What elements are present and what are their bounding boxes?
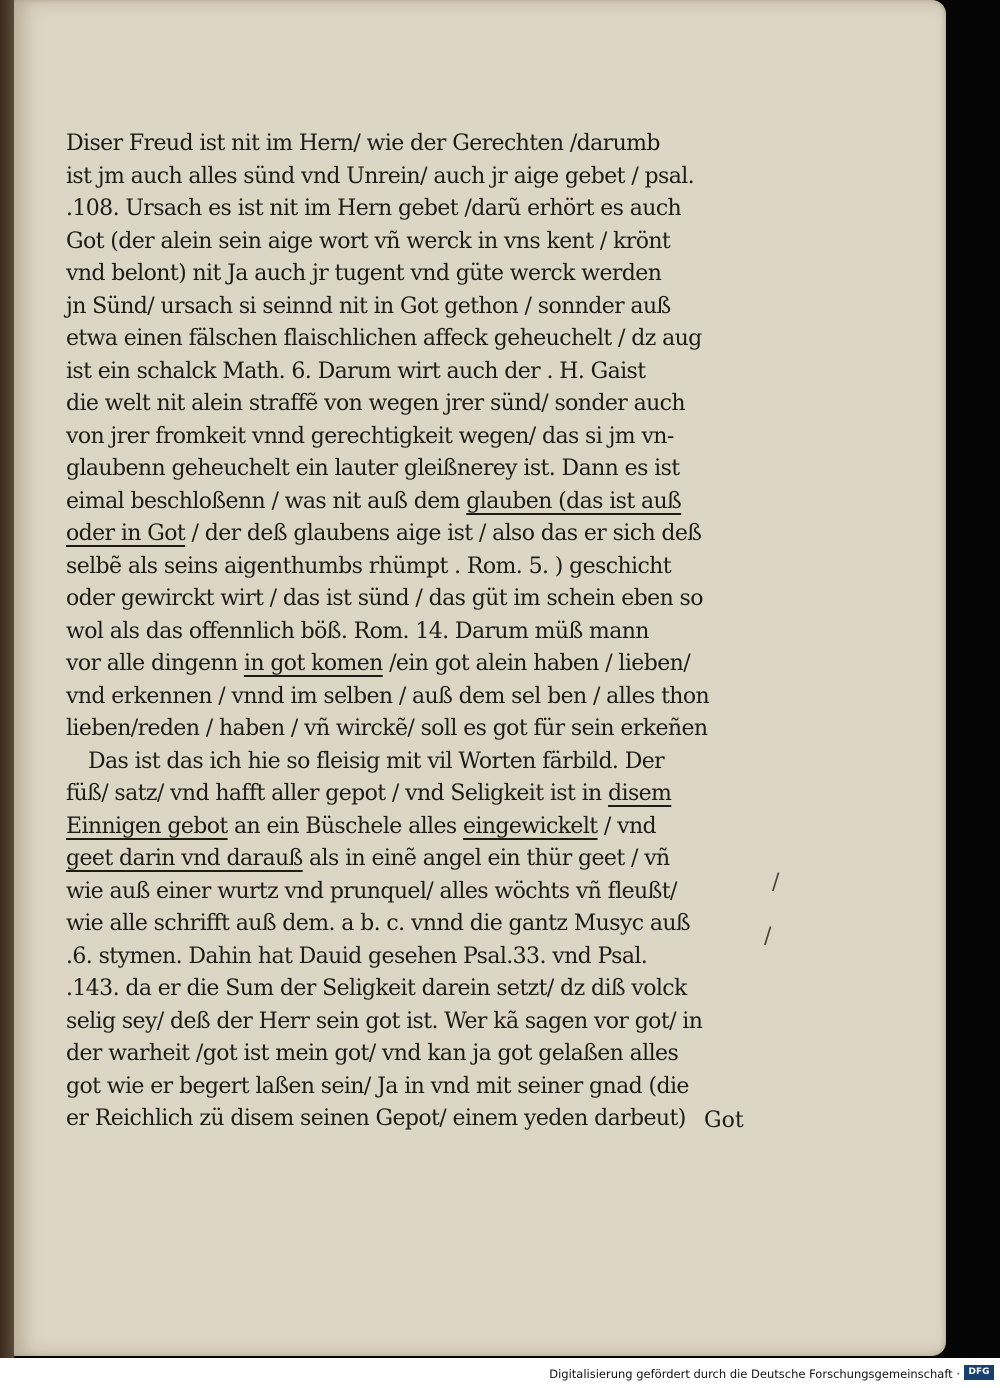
body-text bbox=[66, 128, 786, 1136]
dfg-logo: DFG bbox=[964, 1365, 994, 1380]
underlined-phrase: oder in Got bbox=[66, 521, 186, 546]
text-line: vor alle dingenn in got komen /ein got alein haben / lieben/ bbox=[66, 651, 691, 676]
book-spine bbox=[0, 0, 14, 1358]
text-line: Das ist das ich hie so fleisig mit vil Worten färbild. Der bbox=[88, 748, 665, 774]
text-line: geet darin vnd darauß als in einẽ angel ein thür geet / vñ bbox=[66, 846, 670, 871]
text-line: vnd belont) nit Ja auch jr tugent vnd güte werck werden bbox=[66, 261, 662, 286]
text-line: lieben/reden / haben / vñ wirckẽ/ soll es got für sein erkeñen bbox=[66, 716, 708, 741]
underlined-phrase: disem bbox=[608, 781, 672, 806]
text-line: wie auß einer wurtz vnd prunquel/ alles wöchts vñ fleußt/ bbox=[66, 878, 677, 904]
document-page bbox=[14, 0, 946, 1356]
text-line: der warheit /got ist mein got/ vnd kan ja got gelaßen alles bbox=[66, 1041, 679, 1066]
text-line: vnd erkennen / vnnd im selben / auß dem sel ben / alles thon bbox=[66, 683, 710, 709]
text-line: oder in Got / der deß glaubens aige ist / also das er sich deß bbox=[66, 521, 702, 546]
margin-mark: / bbox=[772, 870, 780, 895]
footer-bar bbox=[0, 1358, 1000, 1388]
text-line: selig sey/ deß der Herr sein got ist. Wer kã sagen vor got/ in bbox=[66, 1008, 703, 1034]
text-line: wie alle schrifft auß dem. a b. c. vnnd die gantz Musyc auß bbox=[66, 911, 691, 936]
underlined-phrase: in got komen bbox=[243, 651, 383, 676]
text-line: jn Sünd/ ursach si seinnd nit in Got gethon / sonnder auß bbox=[66, 293, 671, 319]
catchword: Got bbox=[704, 1108, 744, 1133]
text-line: die welt nit alein straffẽ von wegen jrer sünd/ sonder auch bbox=[66, 391, 685, 416]
text-line: ist ein schalck Math. 6. Darum wirt auch der . H. Gaist bbox=[66, 358, 646, 384]
text-line: glaubenn geheuchelt ein lauter gleißnerey ist. Dann es ist bbox=[66, 456, 680, 481]
text-line: von jrer fromkeit vnnd gerechtigkeit wegen/ das si jm vn- bbox=[66, 423, 674, 449]
funding-credit: Digitalisierung gefördert durch die Deutsche Forschungsgemeinschaft · bbox=[549, 1367, 960, 1381]
text-line: oder gewirckt wirt / das ist sünd / das güt im schein eben so bbox=[66, 586, 703, 611]
underlined-phrase: eingewickelt bbox=[462, 813, 598, 839]
text-line: Got (der alein sein aige wort vñ werck in vns kent / krönt bbox=[66, 228, 671, 254]
text-line: selbẽ als seins aigenthumbs rhümpt . Rom. 5. ) geschicht bbox=[66, 553, 671, 579]
text-line: etwa einen fälschen flaischlichen affeck geheuchelt / dz aug bbox=[66, 326, 702, 351]
text-line: .6. stymen. Dahin hat Dauid gesehen Psal.33. vnd Psal. bbox=[66, 943, 648, 969]
text-line: .108. Ursach es ist nit im Hern gebet /darũ erhört es auch bbox=[66, 196, 682, 221]
text-line: eimal beschloßenn / was nit auß dem glauben (das ist auß bbox=[66, 488, 682, 514]
underlined-phrase: glauben (das ist auß bbox=[466, 488, 682, 514]
margin-mark: / bbox=[764, 924, 772, 949]
text-line: Einnigen gebot an ein Büschele alles eingewickelt / vnd bbox=[66, 813, 657, 839]
underlined-phrase: geet darin vnd darauß bbox=[66, 846, 303, 871]
text-line: er Reichlich zü disem seinen Gepot/ einem yeden darbeut) bbox=[66, 1106, 686, 1131]
text-line: got wie er begert laßen sein/ Ja in vnd mit seiner gnad (die bbox=[66, 1073, 689, 1099]
text-line: .143. da er die Sum der Seligkeit darein setzt/ dz diß volck bbox=[66, 976, 687, 1001]
underlined-phrase: Einnigen gebot bbox=[66, 813, 228, 839]
text-line: ist jm auch alles sünd vnd Unrein/ auch jr aige gebet / psal. bbox=[66, 163, 695, 189]
text-line: füß/ satz/ vnd hafft aller gepot / vnd Seligkeit ist in disem bbox=[66, 781, 672, 806]
text-line: wol als das offennlich böß. Rom. 14. Darum müß mann bbox=[66, 618, 649, 644]
text-line: Diser Freud ist nit im Hern/ wie der Gerechten /darumb bbox=[66, 131, 660, 156]
